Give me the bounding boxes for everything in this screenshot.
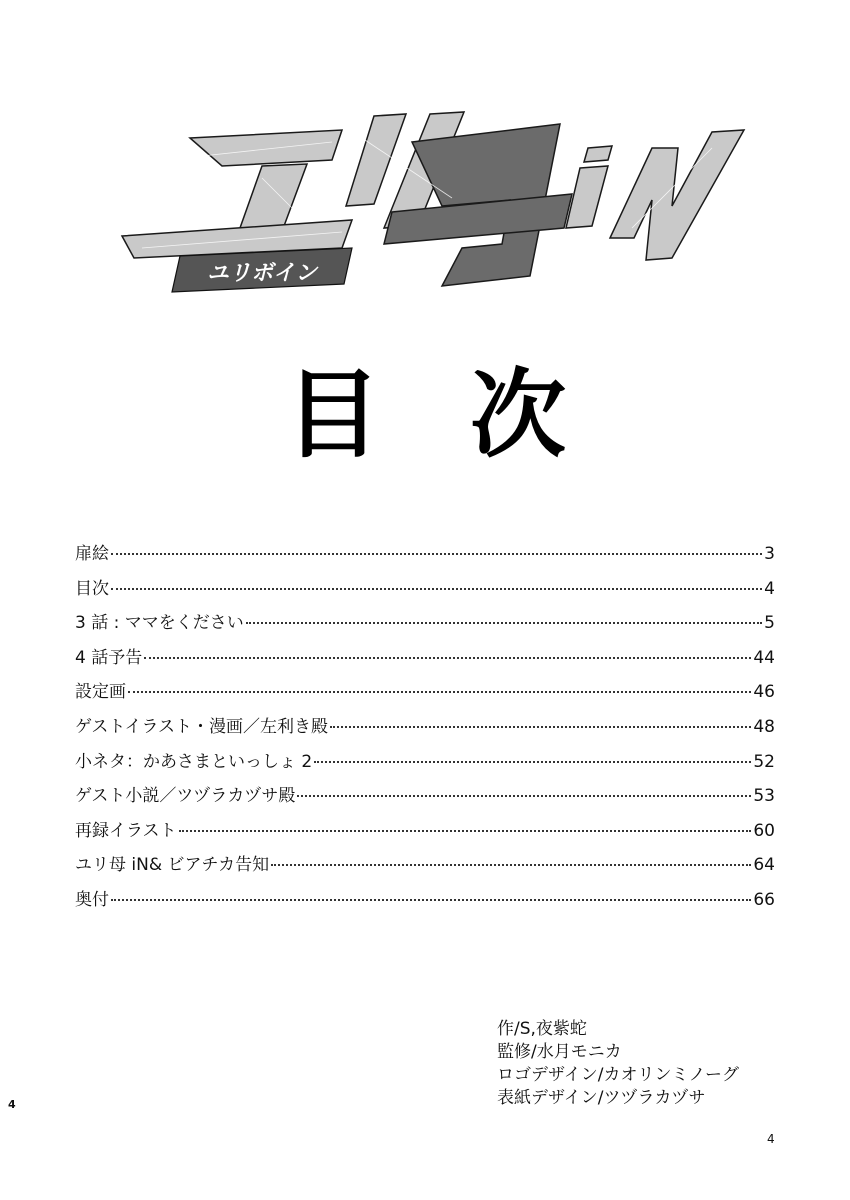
toc-entry-title: ゲスト小説／ツヅラカヅサ殿 <box>75 786 296 807</box>
dot-leader <box>111 898 751 901</box>
heading-char-1: 目 <box>285 359 381 471</box>
toc-entry <box>75 641 775 676</box>
toc-entry <box>75 606 775 641</box>
toc-entry-title: 奥付 <box>75 889 109 910</box>
toc-entry-title: ゲストイラスト・漫画／左利き殿 <box>75 716 328 737</box>
toc-entry <box>75 883 775 918</box>
toc-entry <box>75 779 775 814</box>
page-number-right: 4 <box>767 1132 775 1146</box>
toc-entry-page: 4 <box>764 578 775 599</box>
toc-entry-page: 52 <box>753 751 775 772</box>
toc-entry-title: 設定画 <box>75 682 126 703</box>
toc-entry-title: ユリ母 iN& ビアチカ告知 <box>75 855 270 876</box>
toc-entry <box>75 675 775 710</box>
toc-entry-page: 44 <box>753 647 775 668</box>
dot-leader <box>271 863 751 866</box>
page-number-left: 4 <box>8 1098 16 1111</box>
heading-char-2: 次 <box>470 359 566 471</box>
dot-leader <box>111 587 762 590</box>
dot-leader <box>144 656 751 659</box>
toc-entry <box>75 710 775 745</box>
dot-leader <box>111 552 762 555</box>
credit-supervisor: 監修/水月モニカ <box>497 1042 622 1062</box>
dot-leader <box>314 760 751 763</box>
dot-leader <box>330 725 751 728</box>
toc-entry-page: 3 <box>764 544 775 564</box>
toc-entry-title: 再録イラスト <box>75 820 177 841</box>
credit-author: 作/S,夜紫蛇 <box>497 1019 587 1039</box>
toc-entry-page: 64 <box>753 855 775 876</box>
series-logo <box>112 108 752 298</box>
toc-entry-page: 46 <box>753 682 775 703</box>
dot-leader <box>128 690 751 693</box>
credit-logo-design: ロゴデザイン/カオリンミノーグ <box>497 1065 740 1085</box>
dot-leader <box>297 794 751 797</box>
dot-leader <box>246 621 762 624</box>
toc-entry <box>75 537 775 572</box>
toc-entry <box>75 814 775 849</box>
toc-entry-page: 53 <box>753 786 775 807</box>
toc-entry-title: 扉絵 <box>75 544 109 564</box>
toc-entry-page: 60 <box>753 820 775 841</box>
toc-entry-title: 3 話 : ママをください <box>75 613 244 634</box>
toc-entry-title: 目次 <box>75 578 109 599</box>
table-of-contents <box>75 537 775 918</box>
toc-entry <box>75 745 775 780</box>
toc-entry-page: 5 <box>764 613 775 634</box>
credits-block <box>497 1018 797 1110</box>
dot-leader <box>179 829 752 832</box>
toc-entry <box>75 572 775 607</box>
toc-heading <box>0 360 850 470</box>
credit-cover-design: 表紙デザイン/ツヅラカヅサ <box>497 1088 706 1108</box>
toc-entry-title: 小ネタ：かあさまといっしょ 2 <box>75 751 313 772</box>
toc-entry-page: 66 <box>753 889 775 910</box>
toc-entry-page: 48 <box>753 716 775 737</box>
toc-entry <box>75 848 775 883</box>
toc-entry-title: 4 話予告 <box>75 647 143 668</box>
logo-reading: ユリボイン <box>206 261 318 286</box>
